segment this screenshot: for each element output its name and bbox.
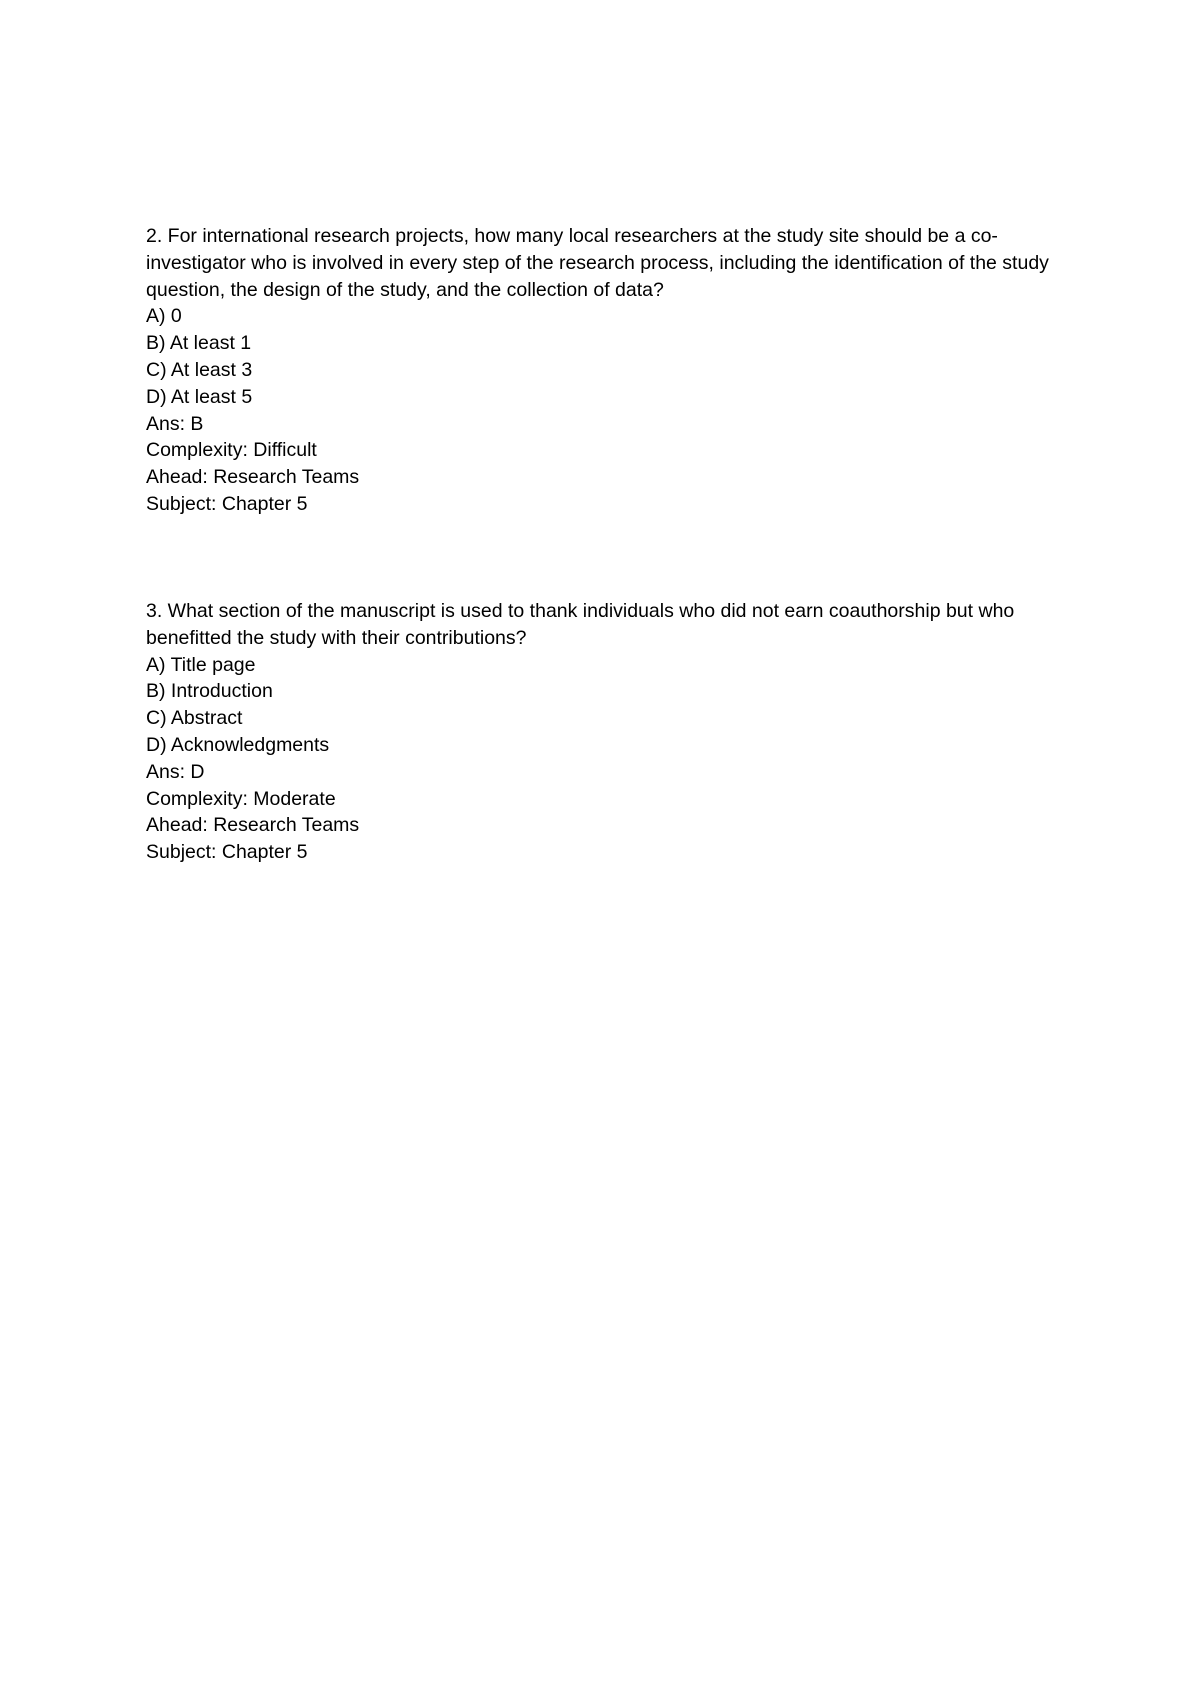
ahead-line: Ahead: Research Teams — [146, 814, 360, 837]
option-b: B) At least 1 — [146, 332, 252, 355]
complexity-line: Complexity: Difficult — [146, 439, 317, 462]
question-stem-line: benefitted the study with their contributions? — [146, 626, 527, 649]
subject-line: Subject: Chapter 5 — [146, 841, 308, 864]
question-2 — [146, 223, 1086, 518]
question-stem-line: 2. For international research projects, how many local researchers at the study site should be a co- — [146, 225, 998, 247]
answer-line: Ans: D — [146, 760, 205, 783]
ahead-line: Ahead: Research Teams — [146, 466, 360, 489]
question-3 — [146, 598, 1086, 866]
subject-line: Subject: Chapter 5 — [146, 492, 308, 515]
option-c: C) Abstract — [146, 707, 243, 730]
option-b: B) Introduction — [146, 680, 273, 703]
question-stem-line: investigator who is involved in every step of the research process, including the identification of the study — [146, 251, 1049, 274]
option-a: A) Title page — [146, 653, 256, 676]
option-d: D) Acknowledgments — [146, 733, 330, 756]
option-c: C) At least 3 — [146, 358, 253, 381]
answer-line: Ans: B — [146, 412, 204, 435]
option-a: A) 0 — [146, 305, 182, 328]
complexity-line: Complexity: Moderate — [146, 787, 336, 810]
question-stem-line: question, the design of the study, and the collection of data? — [146, 278, 664, 301]
option-d: D) At least 5 — [146, 385, 253, 408]
question-stem-line: 3. What section of the manuscript is used to thank individuals who did not earn coauthorship but who — [146, 600, 1015, 622]
